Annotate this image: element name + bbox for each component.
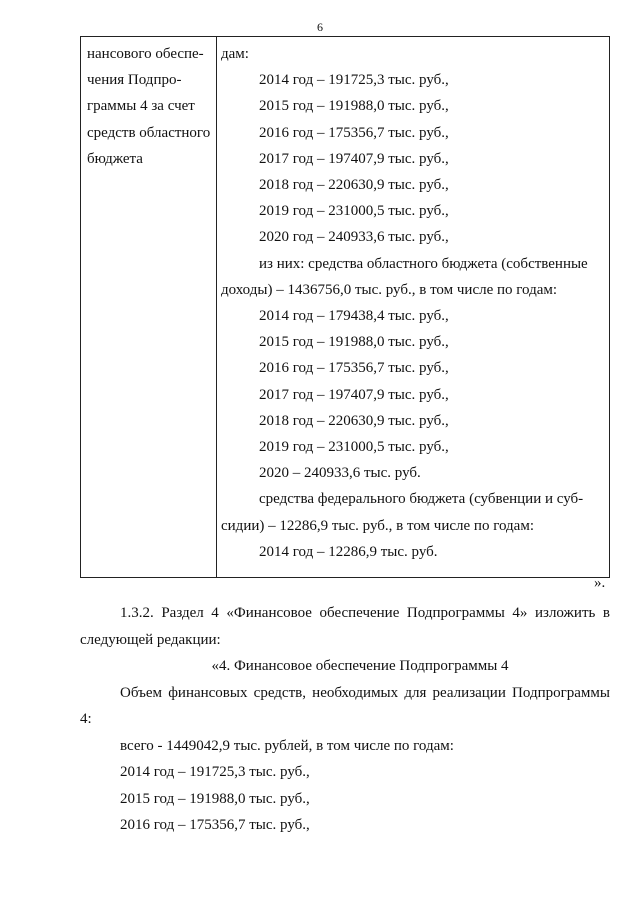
left-line: нансового обеспе- xyxy=(87,46,204,62)
document-body xyxy=(80,600,610,839)
funding-paragraph: Объем финансовых средств, необходимых для реализации Подпрограммы 4: xyxy=(80,684,610,727)
amendment-paragraph: 1.3.2. Раздел 4 «Финансовое обеспечение Подпрограммы 4» изложить в следующей редакции: xyxy=(80,605,610,648)
year-line: 2016 год – 175356,7 тыс. руб., xyxy=(120,817,310,833)
year-line: 2015 год – 191988,0 тыс. руб., xyxy=(259,334,449,351)
year-line: 2014 год – 191725,3 тыс. руб., xyxy=(259,72,449,89)
year-line: 2018 год – 220630,9 тыс. руб., xyxy=(259,177,449,194)
left-line: граммы 4 за счет xyxy=(87,98,195,115)
right-line: доходы) – 1436756,0 тыс. руб., в том числе по годам: xyxy=(221,281,558,298)
total-line: всего - 1449042,9 тыс. рублей, в том числе по годам: xyxy=(120,737,454,754)
year-line: 2017 год – 197407,9 тыс. руб., xyxy=(259,386,449,403)
year-line: 2014 год – 179438,4 тыс. руб., xyxy=(259,308,449,325)
year-line: 2020 – 240933,6 тыс. руб. xyxy=(259,465,421,482)
year-line: 2018 год – 220630,9 тыс. руб., xyxy=(259,412,449,429)
section-heading: «4. Финансовое обеспечение Подпрограммы 4 xyxy=(211,658,509,674)
page-number: 6 xyxy=(317,20,323,34)
right-line: сидии) – 12286,9 тыс. руб., в том числе по годам: xyxy=(221,517,534,534)
left-line: средств областного xyxy=(87,124,211,141)
closing-quote: ». xyxy=(594,575,606,591)
right-line: средства федерального бюджета (субвенции и суб- xyxy=(259,491,584,508)
left-line: бюджета xyxy=(87,150,143,167)
left-line: чения Подпро- xyxy=(87,72,182,89)
year-line: 2015 год – 191988,0 тыс. руб., xyxy=(120,790,310,807)
year-line: 2014 год – 191725,3 тыс. руб., xyxy=(120,764,310,780)
year-line: 2014 год – 12286,9 тыс. руб. xyxy=(259,543,438,560)
funding-table xyxy=(80,36,610,578)
year-line: 2016 год – 175356,7 тыс. руб., xyxy=(259,124,449,141)
table-left-cell xyxy=(87,41,215,172)
right-line: дам: xyxy=(221,46,249,62)
year-line: 2016 год – 175356,7 тыс. руб., xyxy=(259,360,449,377)
year-line: 2015 год – 191988,0 тыс. руб., xyxy=(259,98,449,115)
year-line: 2019 год – 231000,5 тыс. руб., xyxy=(259,439,449,456)
right-line: из них: средства областного бюджета (собственные xyxy=(259,255,588,272)
year-line: 2019 год – 231000,5 тыс. руб., xyxy=(259,203,449,220)
year-line: 2017 год – 197407,9 тыс. руб., xyxy=(259,150,449,167)
column-divider xyxy=(216,37,217,577)
table-right-cell xyxy=(221,41,605,565)
year-line: 2020 год – 240933,6 тыс. руб., xyxy=(259,229,449,246)
